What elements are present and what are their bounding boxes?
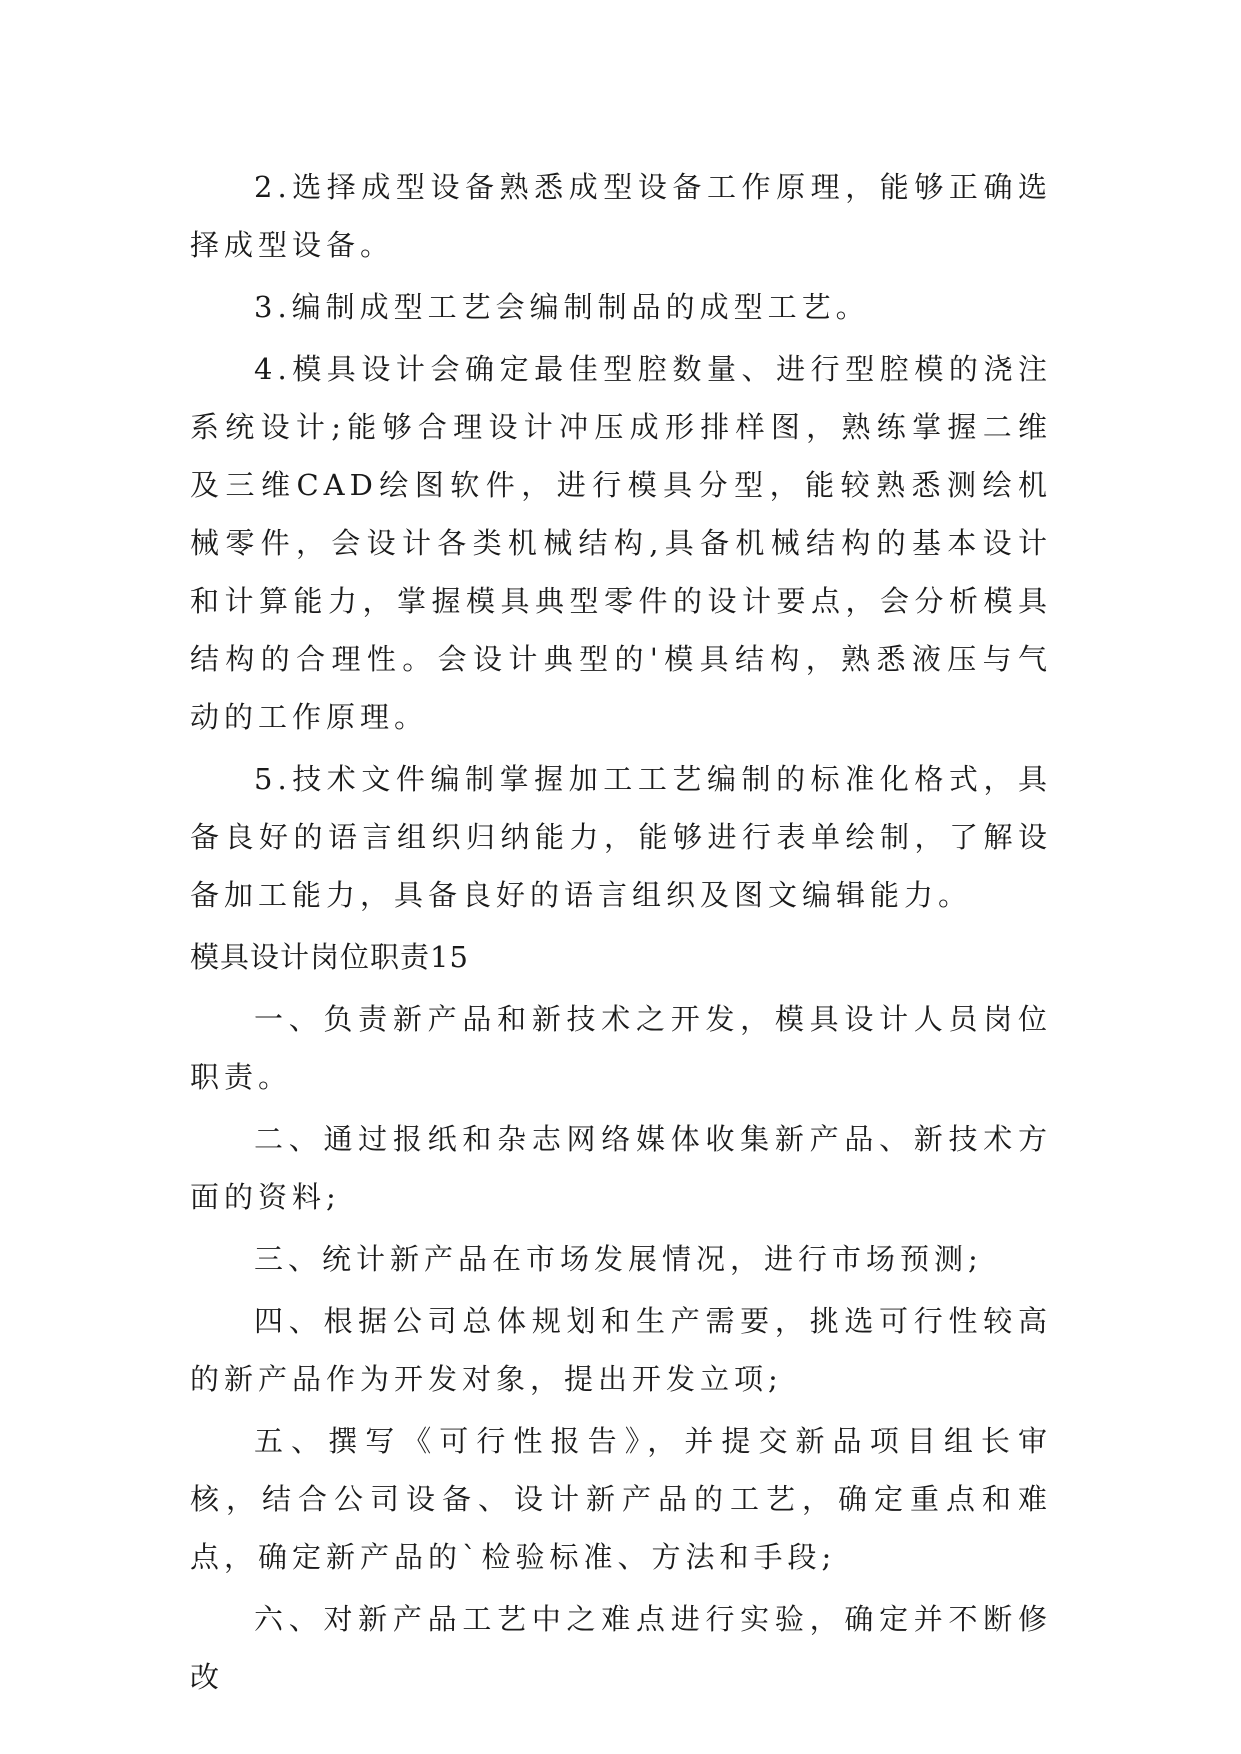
paragraph-duty-5: 五、撰写《可行性报告》，并提交新品项目组长审核，结合公司设备、设计新产品的工艺，确定重点和难点，确定新产品的`检验标准、方法和手段; xyxy=(190,1424,1052,1574)
section-heading: 模具设计岗位职责15 xyxy=(190,940,469,974)
paragraph-duty-4: 四、根据公司总体规划和生产需要，挑选可行性较高的新产品作为开发对象，提出开发立项; xyxy=(190,1304,1052,1396)
paragraph-duty-3: 三、统计新产品在市场发展情况，进行市场预测; xyxy=(254,1242,983,1276)
paragraph-duty-2: 二、通过报纸和杂志网络媒体收集新产品、新技术方面的资料; xyxy=(190,1122,1052,1214)
paragraph-technical-documents: 5.技术文件编制掌握加工工艺编制的标准化格式，具备良好的语言组织归纳能力，能够进行表单绘制，了解设备加工能力，具备良好的语言组织及图文编辑能力。 xyxy=(190,762,1052,912)
paragraph-duty-6: 六、对新产品工艺中之难点进行实验，确定并不断修改 xyxy=(190,1602,1052,1694)
paragraph-mold-design: 4.模具设计会确定最佳型腔数量、进行型腔模的浇注系统设计;能够合理设计冲压成形排样图，熟练掌握二维及三维CAD绘图软件，进行模具分型，能较熟悉测绘机械零件，会设计各类机械结构,具备机械结构的基本设计和计算能力，掌握模具典型零件的设计要点，会分析模具结构的合理性。会设计典型的'模具结构，熟悉液压与气动的工作原理。 xyxy=(190,352,1052,734)
paragraph-duty-1: 一、负责新产品和新技术之开发，模具设计人员岗位职责。 xyxy=(190,1002,1052,1094)
document-page xyxy=(190,158,1052,1710)
paragraph-select-equipment: 2.选择成型设备熟悉成型设备工作原理，能够正确选择成型设备。 xyxy=(190,170,1052,262)
paragraph-process-compilation: 3.编制成型工艺会编制制品的成型工艺。 xyxy=(254,290,870,324)
